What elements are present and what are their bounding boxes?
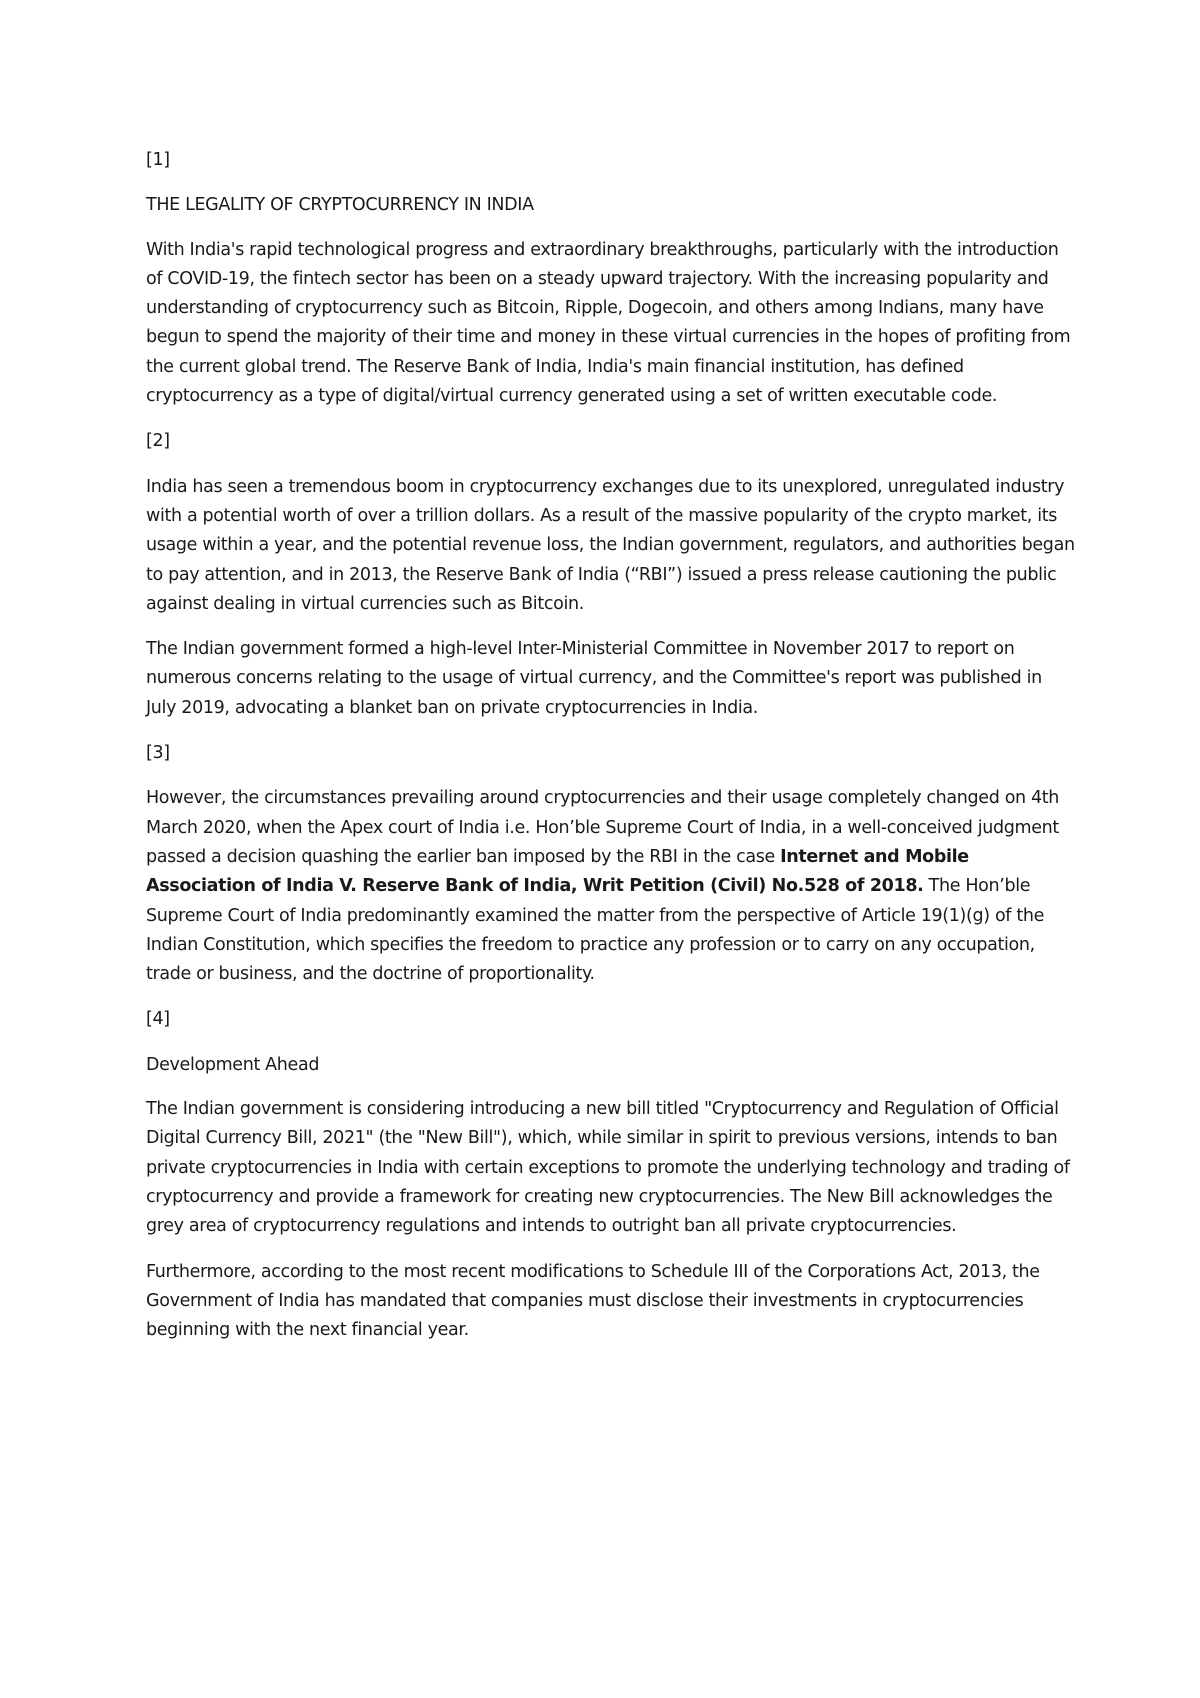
section-4 [146,1005,1076,1345]
section-2 [146,427,1076,723]
document-page [146,146,1076,1361]
paragraph: With India's rapid technological progress and extraordinary breakthroughs, particularly with the introduction of COVID-19, the fintech sector has been on a steady upward trajectory. With the increasing popularity and understanding of cryptocurrency such as Bitcoin, Ripple, Dogecoin, and others among Indians, many have begun to spend the majority of their time and money in these virtual currencies in the hopes of profiting from the current global trend. The Reserve Bank of India, India's main financial institution, has defined cryptocurrency as a type of digital/virtual currency generated using a set of written executable code. [146,239,1071,407]
paragraph [146,784,1076,989]
section-marker: [2] [146,431,170,452]
section-marker: [1] [146,150,170,170]
paragraph: Furthermore, according to the most recent modifications to Schedule III of the Corporations Act, 2013, the Government of India has mandated that companies must disclose their investments in cryptocurrencies beginning with the next financial year. [146,1261,1040,1341]
section-heading: Development Ahead [146,1054,320,1075]
section-marker: [3] [146,743,170,764]
case-citation: Internet and Mobile Association of India V. Reserve Bank of India, Writ Petition (Civil) No.528 of 2018. [146,846,969,897]
section-1 [146,146,1076,411]
section-marker: [4] [146,1009,170,1030]
paragraph-text: However, the circumstances prevailing around cryptocurrencies and their usage completely changed on 4th March 2020, when the Apex court of India i.e. Hon’ble Supreme Court of India, in a well-conceived judgment passed a decision quashing the earlier ban imposed by the RBI in the case [146,788,1060,867]
section-3 [146,739,1076,989]
paragraph: India has seen a tremendous boom in cryptocurrency exchanges due to its unexplored, unregulated industry with a potential worth of over a trillion dollars. As a result of the massive popularity of the crypto market, its usage within a year, and the potential revenue loss, the Indian government, regulators, and authorities began to pay attention, and in 2013, the Reserve Bank of India (“RBI”) issued a press release cautioning the public against dealing in virtual currencies such as Bitcoin. [146,476,1075,614]
paragraph: The Indian government formed a high-level Inter-Ministerial Committee in November 2017 to report on numerous concerns relating to the usage of virtual currency, and the Committee's report was published in July 2019, advocating a blanket ban on private cryptocurrencies in India. [146,639,1042,718]
paragraph: The Indian government is considering introducing a new bill titled "Cryptocurrency and Regulation of Official Digital Currency Bill, 2021" (the "New Bill"), which, while similar in spirit to previous versions, intends to ban private cryptocurrencies in India with certain exceptions to promote the underlying technology and trading of cryptocurrency and provide a framework for creating new cryptocurrencies. The New Bill acknowledges the grey area of cryptocurrency regulations and intends to outright ban all private cryptocurrencies. [146,1099,1070,1237]
paragraph-text: The Hon’ble Supreme Court of India predominantly examined the matter from the perspective of Article 19(1)(g) of the Indian Constitution, which specifies the freedom to practice any profession or to carry on any occupation, trade or business, and the doctrine of proportionality. [146,876,1045,985]
document-title: THE LEGALITY OF CRYPTOCURRENCY IN INDIA [146,195,534,216]
